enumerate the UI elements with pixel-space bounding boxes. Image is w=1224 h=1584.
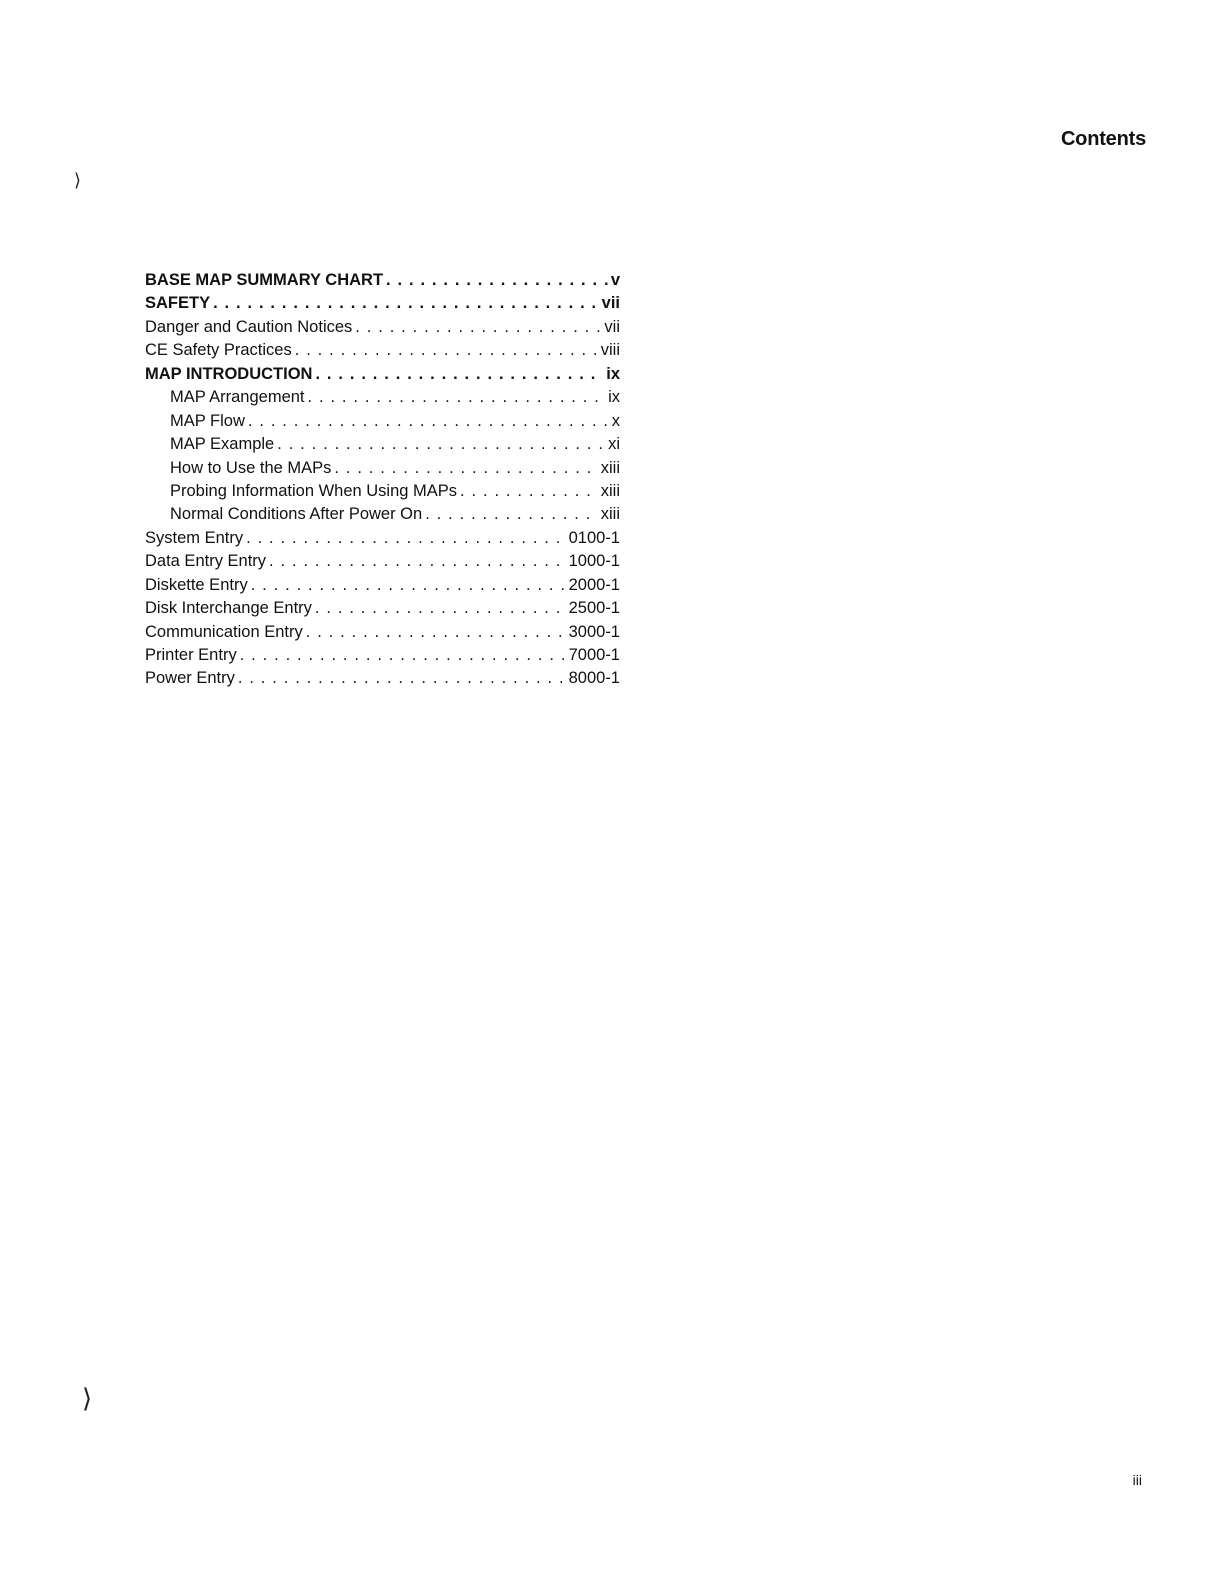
toc-entry[interactable] [145,363,620,386]
toc-leader [425,503,598,526]
toc-leader [248,410,609,433]
toc-entry[interactable] [145,457,620,480]
page-title: Contents [1060,128,1146,150]
toc-entry-title: Data Entry Entry [145,552,267,571]
toc-entry-title: BASE MAP SUMMARY CHART [145,271,384,289]
toc-leader [315,363,603,386]
toc-entry-title: Disk Interchange Entry [145,599,312,618]
page-number: iii [1132,1472,1142,1488]
toc-leader [246,527,566,550]
toc-entry[interactable] [145,527,620,550]
toc-leader [295,339,598,362]
toc-entry-page: 0100-1 [568,528,620,547]
toc-entry-page: 7000-1 [568,646,620,664]
margin-mark: ⟩ [74,170,82,191]
toc-entry-title: MAP Arrangement [170,388,305,407]
toc-entry-title: Danger and Caution Notices [145,317,353,336]
toc-entry-title: Normal Conditions After Power On [170,505,423,524]
toc-entry-title: How to Use the MAPs [170,458,332,477]
toc-entry[interactable] [145,316,620,339]
toc-entry-title: Diskette Entry [145,575,248,594]
toc-entry-page: vii [601,294,620,313]
toc-entry-title: SAFETY [145,294,211,313]
toc-entry-title: MAP INTRODUCTION [145,364,313,383]
toc-entry-title: Probing Information When Using MAPs [170,481,458,500]
toc-entry[interactable] [145,269,620,292]
toc-entry-page: x [611,411,620,430]
toc-leader [277,433,605,456]
toc-entry-page: 3000-1 [568,622,620,641]
toc-leader [315,597,566,620]
toc-entry-title: Printer Entry [145,646,237,664]
toc-leader [238,667,566,690]
toc-entry[interactable] [145,621,620,644]
toc-leader [240,644,566,667]
toc-entry[interactable] [145,433,620,456]
toc-leader [334,457,597,480]
toc-leader [269,550,566,573]
toc-entry-page: 1000-1 [568,552,620,571]
toc-entry-page: 2500-1 [568,599,620,618]
toc-leader [386,269,608,292]
toc-entry[interactable] [145,574,620,597]
toc-entry-page: ix [608,388,620,407]
toc-leader [306,621,566,644]
toc-entry-page: 8000-1 [568,669,620,688]
toc-entry-page: 2000-1 [568,575,620,594]
toc-leader [460,480,598,503]
toc-entry[interactable] [145,644,620,667]
toc-entry[interactable] [145,503,620,526]
toc-entry[interactable] [145,410,620,433]
toc-entry[interactable] [145,667,620,690]
toc-entry-title: MAP Flow [170,411,245,430]
toc-leader [251,574,566,597]
toc-entry[interactable] [145,386,620,409]
toc-leader [355,316,601,339]
toc-entry-title: Communication Entry [145,622,303,641]
toc-entry[interactable] [145,480,620,503]
toc-entry[interactable] [145,339,620,362]
toc-entry-page: xiii [600,481,620,500]
toc-entry-page: vii [604,317,620,336]
toc-entry-title: System Entry [145,528,244,547]
toc-entry-title: MAP Example [170,435,275,454]
toc-entry-page: ix [606,364,620,383]
toc-entry-page: xiii [600,458,620,477]
margin-mark: ⟩ [82,1384,93,1414]
toc-entry-page: v [610,271,620,289]
toc-entry-page: xi [608,435,620,454]
toc-entry[interactable] [145,550,620,573]
toc-leader [213,292,599,315]
toc-entry[interactable] [145,292,620,315]
toc-leader [308,386,606,409]
toc-entry-page: xiii [600,505,620,524]
toc-entry-title: Power Entry [145,669,235,688]
table-of-contents [145,269,620,691]
toc-entry-title: CE Safety Practices [145,341,292,360]
toc-entry[interactable] [145,597,620,620]
toc-entry-page: viii [600,341,620,360]
